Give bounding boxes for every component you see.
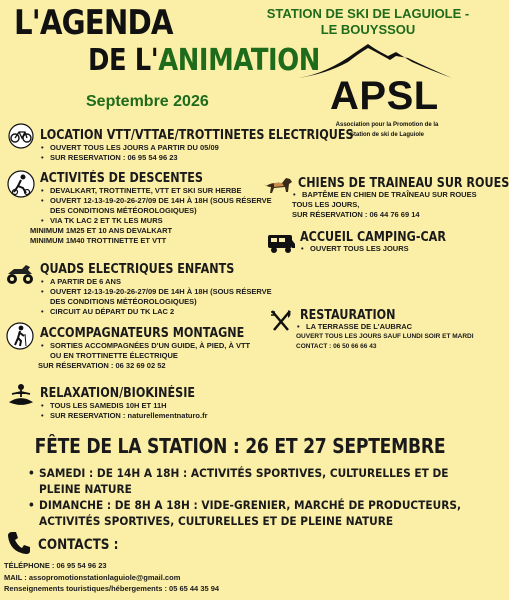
section-body-location (40, 143, 300, 163)
list-item: • TOUS LES SAMEDIS 10H ET 11H (40, 401, 280, 411)
list-item: • OUVERT 12-13-19-20-26-27/09 DE 14H À 18H (SOUS RÉSERVE DES CONDITIONS MÉTÉOROLOGIQUES) (40, 287, 272, 307)
quad-icon (4, 260, 36, 286)
section-title-accompagnateurs: ACCOMPAGNATEURS MONTAGNE (40, 326, 245, 341)
station-line-2: LE BOUYSSOU (320, 22, 416, 37)
section-body-chiens (292, 190, 478, 220)
fete-title: FÊTE DE LA STATION : 26 ET 27 SEPTEMBRE (34, 434, 446, 458)
section-body-accompagnateurs (40, 341, 256, 371)
list-item: • DEVALKART, TROTTINETTE, VTT ET SKI SUR HERBE (40, 186, 272, 196)
list-item: • OUVERT 12-13-19-20-26-27/09 DE 14H À 18H (SOUS RÉSERVE DES CONDITIONS MÉTÉOROLOGIQUES) (40, 196, 272, 216)
fete-list (28, 465, 468, 529)
section-title-camping: ACCUEIL CAMPING-CAR (300, 230, 446, 245)
list-item: • A PARTIR DE 6 ANS (40, 277, 272, 287)
downhill-icon (6, 170, 36, 198)
page-subtitle (88, 44, 320, 78)
list-item: • OUVERT TOUS LES JOURS (300, 244, 470, 254)
section-title-location: LOCATION VTT/VTTAE/TROTTINETES ELECTRIQUES (40, 128, 354, 143)
section-body-restauration (296, 322, 478, 352)
dog-icon (262, 172, 296, 198)
assoc-line-1: Association pour la Promotion de la (335, 122, 439, 128)
contact-lines (4, 560, 219, 595)
note-line: MINIMUM 1M40 TROTTINETTE ET VTT (30, 236, 167, 245)
section-body-quads (40, 277, 272, 317)
bike-icon (6, 124, 36, 148)
section-title-descentes: ACTIVITÉS DE DESCENTES (40, 171, 203, 186)
contact-renseignements: Renseignements touristiques/hébergements : 05 65 44 35 94 (4, 584, 220, 593)
list-item: • OUVERT TOUS LES JOURS A PARTIR DU 05/09 (40, 143, 300, 153)
fete-item-dimanche: • DIMANCHE : DE 8H A 18H : VIDE-GRENIER, MARCHÉ DE PRODUCTEURS, ACTIVITÉS SPORTIVES, CULTURELLES ET DE PLEINE NATURE (28, 497, 468, 529)
note-line: SUR RÉSERVATION : 06 44 76 69 14 (292, 210, 420, 219)
section-title-relaxation: RELAXATION/BIOKINÉSIE (40, 386, 196, 401)
note-line: TOUS LES JOURS, (292, 200, 360, 209)
note-line: MINIMUM 1M25 ET 10 ANS DEVALKART (30, 226, 173, 235)
list-item: • BAPTÊME EN CHIEN DE TRAÎNEAU SUR ROUES (292, 190, 478, 200)
list-item: • SUR RESERVATION : 06 95 54 96 23 (40, 153, 300, 163)
note-line: OUVERT TOUS LES JOURS SAUF LUNDI SOIR ET MARDI (296, 333, 474, 340)
cutlery-icon (268, 308, 294, 334)
page-title: L'AGENDA (14, 3, 173, 43)
list-item: • LA TERRASSE DE L'AUBRAC (296, 322, 478, 332)
logo-text: APSL (330, 74, 439, 118)
section-title-quads: QUADS ELECTRIQUES ENFANTS (40, 262, 235, 277)
list-item: • SORTIES ACCOMPAGNÉES D'UN GUIDE, À PIED, À VTT OU EN TROTTINETTE ÉLECTRIQUE (40, 341, 256, 361)
section-body-camping (300, 244, 470, 254)
section-body-descentes (30, 186, 272, 246)
fete-item-samedi: • SAMEDI : DE 14H A 18H : ACTIVITÉS SPORTIVES, CULTURELLES ET DE PLEINE NATURE (28, 465, 468, 497)
station-line-1: STATION DE SKI DE LAGUIOLE - (266, 6, 470, 21)
subtitle-highlight: ANIMATION (158, 43, 320, 78)
contact-telephone: TÉLÉPHONE : 06 95 54 96 23 (4, 561, 107, 570)
list-item: • VIA TK LAC 2 ET TK LES MURS (40, 216, 272, 226)
section-body-relaxation (40, 401, 280, 421)
contacts-title: CONTACTS : (38, 537, 119, 553)
camper-icon (266, 232, 296, 254)
list-item: • SUR RESERVATION : naturellementnaturo.fr (40, 411, 280, 421)
subtitle-prefix: DE L' (88, 43, 159, 78)
section-title-chiens: CHIENS DE TRAINEAU SUR ROUES (298, 176, 509, 191)
contact-mail: MAIL : assopromotionstationlaguiole@gmail.com (4, 572, 181, 582)
station-name (262, 6, 474, 38)
note-line: SUR RÉSERVATION : 06 32 69 02 52 (38, 361, 166, 370)
note-line: CONTACT : 06 50 66 66 43 (296, 343, 377, 350)
section-title-restauration: RESTAURATION (300, 308, 396, 323)
phone-icon (6, 530, 32, 556)
list-item: • CIRCUIT AU DÉPART DU TK LAC 2 (40, 307, 272, 317)
hiker-icon (6, 322, 34, 350)
assoc-line-2: Station de ski de Laguiole (349, 132, 424, 138)
month-label: Septembre 2026 (86, 93, 209, 110)
meditation-icon (6, 382, 36, 408)
